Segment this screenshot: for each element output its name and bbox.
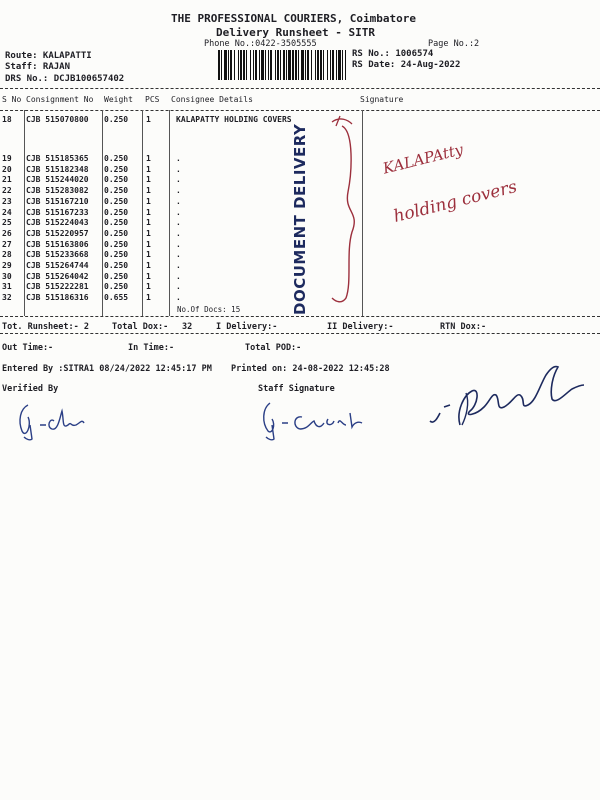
row-consignment-no: CJB 515185365 (26, 154, 89, 163)
row-sno: 22 (2, 186, 12, 196)
drs-number: DRS No.: DCJB100657402 (5, 74, 125, 84)
row-sno: 29 (2, 261, 12, 270)
rtn-dox: RTN Dox:- (440, 322, 487, 332)
page-number: Page No.:2 (428, 39, 480, 49)
row-consignee-details: . (176, 164, 181, 174)
barcode-bar (234, 50, 235, 80)
row-sno: 32 (2, 293, 12, 303)
barcode-bar (230, 50, 232, 80)
row-consignee-details: . (176, 218, 181, 228)
row-weight: 0.250 (104, 228, 129, 238)
column-line (102, 110, 103, 316)
barcode-bar (342, 50, 343, 80)
row-pcs: 1 (146, 282, 151, 292)
barcode-bar (253, 50, 254, 80)
barcode-bar (275, 50, 276, 80)
total-pod: Total POD:- (245, 343, 302, 353)
row-sno: 27 (2, 239, 12, 249)
row-consignment-no: CJB 515182348 (26, 164, 89, 174)
row-weight: 0.250 (104, 250, 129, 260)
row-sno: 30 (2, 271, 12, 281)
row-consignee-details: . (176, 207, 181, 217)
row-consignee-details: KALAPATTY HOLDING COVERS (176, 115, 292, 124)
barcode-bar (228, 50, 229, 80)
row-pcs: 1 (146, 239, 151, 249)
barcode-bar (327, 50, 328, 80)
col-pcs: PCS (145, 95, 160, 104)
row-consignment-no: CJB 515264042 (26, 271, 89, 281)
tot-runsheet: Tot. Runsheet:- 2 (2, 322, 89, 332)
barcode-bar (270, 50, 272, 80)
column-line (169, 110, 170, 316)
divider (0, 333, 600, 334)
row-consignment-no: CJB 515186316 (26, 293, 89, 303)
row-pcs: 1 (146, 154, 151, 163)
barcode-bar (338, 50, 341, 80)
barcode-bar (255, 50, 257, 80)
barcode-bar (240, 50, 242, 80)
row-weight: 0.250 (104, 154, 129, 163)
row-weight: 0.250 (104, 186, 129, 196)
row-sno: 23 (2, 196, 12, 206)
printed-on: Printed on: 24-08-2022 12:45:28 (231, 364, 390, 374)
row-pcs: 1 (146, 164, 151, 174)
row-weight: 0.250 (104, 175, 129, 185)
row-consignment-no: CJB 515220957 (26, 228, 89, 238)
staff-signature-label: Staff Signature (258, 384, 335, 394)
bracket-mark (322, 112, 372, 312)
col-consignee: Consignee Details (171, 95, 253, 104)
row-consignee-details: . (176, 175, 181, 185)
barcode-bar (317, 50, 319, 80)
barcode-bar (259, 50, 260, 80)
entered-by: Entered By :SITRA1 08/24/2022 12:45:17 PM (2, 364, 212, 374)
divider (0, 110, 600, 111)
row-weight: 0.250 (104, 282, 129, 292)
barcode-bar (320, 50, 322, 80)
barcode-bar (238, 50, 239, 80)
row-consignment-no: CJB 515167233 (26, 207, 89, 217)
row-consignee-details: . (176, 293, 181, 303)
row-pcs: 1 (146, 175, 151, 185)
row-consignee-details: . (176, 186, 181, 196)
barcode-bar (261, 50, 264, 80)
verifier-signature (10, 395, 100, 445)
barcode-bar (315, 50, 316, 80)
row-consignment-no: CJB 515163806 (26, 239, 89, 249)
row-sno: 19 (2, 154, 12, 163)
barcode-bar (265, 50, 266, 80)
row-pcs: 1 (146, 293, 151, 303)
barcode-bar (286, 50, 287, 80)
barcode-bar (295, 50, 297, 80)
row-pcs: 1 (146, 218, 151, 228)
row-sno: 28 (2, 250, 12, 260)
ii-delivery: II Delivery:- (327, 322, 394, 332)
barcode-bar (277, 50, 279, 80)
row-pcs: 1 (146, 196, 151, 206)
row-consignment-no: CJB 515264744 (26, 261, 89, 270)
row-weight: 0.250 (104, 261, 129, 270)
row-pcs: 1 (146, 261, 151, 270)
barcode-bar (332, 50, 334, 80)
handwritten-company: holding covers (391, 177, 519, 227)
company-name: THE PROFESSIONAL COURIERS, Coimbatore (171, 12, 417, 25)
row-consignment-no: CJB 515233668 (26, 250, 89, 260)
barcode-bar (323, 50, 324, 80)
barcode-bar (224, 50, 227, 80)
row-weight: 0.250 (104, 164, 129, 174)
row-weight: 0.250 (104, 196, 129, 206)
row-weight: 0.250 (104, 218, 129, 228)
row-consignment-no: CJB 515222281 (26, 282, 89, 292)
col-sno: S No (2, 95, 22, 104)
row-sno: 20 (2, 164, 12, 174)
row-consignee-details: . (176, 154, 181, 163)
row-sno: 21 (2, 175, 12, 185)
handwritten-name: KALAPAtty (381, 140, 466, 178)
row-sno: 31 (2, 282, 12, 292)
barcode-bar (268, 50, 269, 80)
barcode-bar (283, 50, 285, 80)
row-consignment-no: CJB 515283082 (26, 186, 89, 196)
row-weight: 0.250 (104, 207, 129, 217)
barcode-bar (218, 50, 220, 80)
row-pcs: 1 (146, 186, 151, 196)
barcode-bar (345, 50, 346, 80)
row-consignee-details: . (176, 196, 181, 206)
route-label: Route: KALAPATTI (5, 51, 92, 61)
staff-label: Staff: RAJAN (5, 62, 71, 72)
row-consignee-details: . (176, 271, 181, 281)
col-signature: Signature (360, 95, 404, 104)
recipient-signature (420, 355, 590, 435)
row-pcs: 1 (146, 207, 151, 217)
column-line (24, 110, 25, 316)
row-consignee-details: . (176, 228, 181, 238)
i-delivery: I Delivery:- (216, 322, 278, 332)
row-consignee-details: . (176, 261, 181, 270)
row-consignment-no: CJB 515224043 (26, 218, 89, 228)
in-time: In Time:- (128, 343, 175, 353)
divider (0, 316, 600, 317)
row-weight: 0.250 (104, 115, 129, 124)
barcode-bar (250, 50, 251, 80)
rs-number: RS No.: 1006574 (352, 49, 434, 59)
no-of-docs: No.Of Docs: 15 (177, 305, 241, 314)
barcode-bar (280, 50, 281, 80)
row-consignment-no: CJB 515070800 (26, 115, 89, 124)
row-weight: 0.655 (104, 293, 129, 303)
column-line (142, 110, 143, 316)
out-time: Out Time:- (2, 343, 54, 353)
barcode-bar (221, 50, 222, 80)
barcode (218, 50, 346, 80)
barcode-bar (336, 50, 337, 80)
row-consignee-details: . (176, 282, 181, 292)
total-dox-value: 32 (182, 322, 193, 332)
row-consignment-no: CJB 515244020 (26, 175, 89, 185)
row-weight: 0.250 (104, 239, 129, 249)
col-weight: Weight (104, 95, 133, 104)
row-consignment-no: CJB 515167210 (26, 196, 89, 206)
document-delivery-stamp: DOCUMENT DELIVERY (291, 123, 309, 315)
rs-date: RS Date: 24-Aug-2022 (352, 60, 461, 70)
row-pcs: 1 (146, 271, 151, 281)
barcode-bar (246, 50, 247, 80)
col-consignment: Consignment No (26, 95, 94, 104)
barcode-bar (305, 50, 306, 80)
barcode-bar (330, 50, 331, 80)
row-consignee-details: . (176, 250, 181, 260)
document-title: Delivery Runsheet - SITR (216, 26, 375, 39)
barcode-bar (311, 50, 312, 80)
divider (0, 88, 600, 89)
phone-number: Phone No.:0422-3505555 (204, 39, 317, 49)
row-pcs: 1 (146, 115, 151, 124)
row-sno: 18 (2, 115, 12, 124)
total-dox-label: Total Dox:- (112, 322, 169, 332)
row-consignee-details: . (176, 239, 181, 249)
row-sno: 24 (2, 207, 12, 217)
row-sno: 26 (2, 228, 12, 238)
barcode-bar (301, 50, 304, 80)
barcode-bar (307, 50, 309, 80)
barcode-bar (292, 50, 294, 80)
row-weight: 0.250 (104, 271, 129, 281)
row-sno: 25 (2, 218, 12, 228)
row-pcs: 1 (146, 250, 151, 260)
staff-signature (258, 395, 388, 445)
verified-by-label: Verified By (2, 384, 59, 394)
barcode-bar (298, 50, 299, 80)
barcode-bar (288, 50, 291, 80)
row-pcs: 1 (146, 228, 151, 238)
barcode-bar (243, 50, 245, 80)
